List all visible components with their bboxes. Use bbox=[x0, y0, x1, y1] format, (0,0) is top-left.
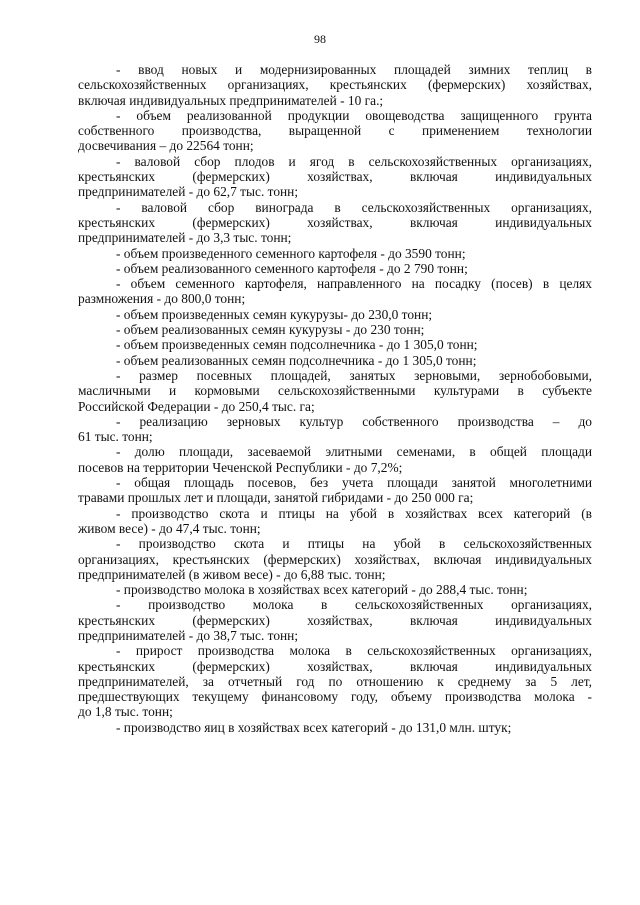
text-line: - прирост производства молока в сельскохозяйственных организациях, bbox=[116, 643, 592, 659]
text-line: посевов на территории Чеченской Республики - до 7,2%; bbox=[78, 459, 403, 475]
text-line: предпринимателей - до 62,7 тыс. тонн; bbox=[78, 184, 299, 200]
text-line: - ввод новых и модернизированных площадей зимних теплиц в bbox=[116, 62, 592, 77]
text-line: организациях, крестьянских (фермерских) хозяйствах, включая индивидуальных bbox=[78, 551, 592, 567]
text-line: живом весе) - до 47,4 тыс. тонн; bbox=[78, 520, 261, 536]
text-line: размножения - до 800,0 тонн; bbox=[78, 291, 246, 307]
body-text bbox=[78, 62, 592, 735]
text-line: - объем произведенного семенного картофеля - до 3590 тонн; bbox=[116, 245, 466, 261]
page-number: 98 bbox=[314, 32, 326, 46]
text-line: травами прошлых лет и площади, занятой гибридами - до 250 000 га; bbox=[78, 490, 474, 506]
text-line: - валовой сбор плодов и ягод в сельскохозяйственных организациях, bbox=[116, 153, 592, 169]
text-line: - объем произведенных семян кукурузы- до 230,0 тонн; bbox=[116, 306, 433, 322]
text-line: - объем реализованного семенного картофеля - до 2 790 тонн; bbox=[116, 260, 468, 276]
text-line: - объем семенного картофеля, направленного на посадку (посев) в целях bbox=[116, 276, 592, 292]
text-line: - производство скота и птицы на убой в хозяйствах всех категорий (в bbox=[116, 505, 592, 521]
text-line: досвечивания – до 22564 тонн; bbox=[78, 138, 254, 154]
text-line: 61 тыс. тонн; bbox=[78, 429, 153, 445]
text-line: предпринимателей, за отчетный год по отношению к среднему за 5 лет, bbox=[78, 673, 592, 689]
text-line: крестьянских (фермерских) хозяйствах, включая индивидуальных bbox=[78, 169, 592, 185]
text-line: - объем реализованных семян подсолнечника - до 1 305,0 тонн; bbox=[116, 352, 477, 368]
text-line: предпринимателей (в живом весе) - до 6,88 тыс. тонн; bbox=[78, 566, 386, 582]
text-line: - валовой сбор винограда в сельскохозяйственных организациях, bbox=[116, 199, 592, 215]
text-line: - объем реализованных семян кукурузы - до 230 тонн; bbox=[116, 322, 425, 338]
text-line: - реализацию зерновых культур собственного производства – до bbox=[116, 413, 592, 429]
text-line: предшествующих текущему финансовому году, объему производства молока - bbox=[78, 689, 592, 705]
text-line: предпринимателей - до 3,3 тыс. тонн; bbox=[78, 230, 292, 246]
text-line: предпринимателей - до 38,7 тыс. тонн; bbox=[78, 627, 299, 643]
text-line: - объем произведенных семян подсолнечника - до 1 305,0 тонн; bbox=[116, 337, 478, 353]
text-line: - размер посевных площадей, занятых зерновыми, зернобобовыми, bbox=[116, 367, 592, 383]
text-line: - производство молока в хозяйствах всех категорий - до 288,4 тыс. тонн; bbox=[116, 582, 528, 598]
text-line: - производство скота и птицы на убой в сельскохозяйственных bbox=[116, 536, 592, 552]
text-line: - объем реализованной продукции овощеводства защищенного грунта bbox=[116, 107, 592, 123]
text-line: собственного производства, выращенной с применением технологии bbox=[78, 123, 592, 139]
text-line: Российской Федерации - до 250,4 тыс. га; bbox=[78, 398, 315, 414]
text-line: - долю площади, засеваемой элитными семенами, в общей площади bbox=[116, 444, 592, 460]
text-line: - общая площадь посевов, без учета площади занятой многолетними bbox=[116, 475, 592, 491]
text-line: - производство молока в сельскохозяйственных организациях, bbox=[116, 597, 592, 613]
text-line: - производство яиц в хозяйствах всех категорий - до 131,0 млн. штук; bbox=[116, 719, 512, 735]
text-line: сельскохозяйственных организациях, крестьянских (фермерских) хозяйствах, bbox=[78, 77, 592, 93]
text-line: включая индивидуальных предпринимателей - 10 га.; bbox=[78, 92, 384, 108]
text-line: крестьянских (фермерских) хозяйствах, включая индивидуальных bbox=[78, 612, 592, 628]
text-line: масличными и кормовыми сельскохозяйственными культурами в субъекте bbox=[78, 383, 592, 399]
text-line: крестьянских (фермерских) хозяйствах, включая индивидуальных bbox=[78, 658, 592, 674]
text-line: до 1,8 тыс. тонн; bbox=[78, 704, 173, 720]
text-line: крестьянских (фермерских) хозяйствах, включая индивидуальных bbox=[78, 214, 592, 230]
